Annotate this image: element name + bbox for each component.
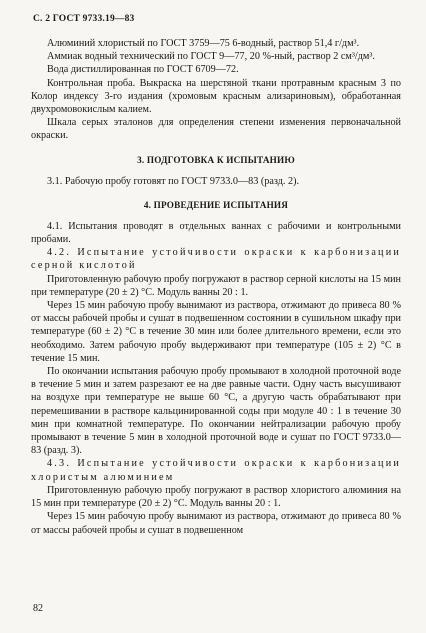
- section-4-heading: 4. ПРОВЕДЕНИЕ ИСПЫТАНИЯ: [143, 199, 289, 210]
- section-3-heading: 3. ПОДГОТОВКА К ИСПЫТАНИЮ: [137, 154, 295, 165]
- materials-item-grey-scale: Шкала серых эталонов для определения степени изменения первоначальной окраски.: [31, 117, 401, 142]
- section-4-3-paragraph-b: Через 15 мин рабочую пробу вынимают из раствора, отжимают до привеса 80 % от массы рабочей пробы и сушат в подвешенном: [31, 511, 401, 536]
- section-4-2-paragraph-a: Приготовленную рабочую пробу погружают в раствор серной кислоты на 15 мин при температуре (20 ± 2) °С. Модуль ванны 20 : 1.: [31, 273, 401, 298]
- section-4-paragraph-1: 4.1. Испытания проводят в отдельных ваннах с рабочими и контрольными пробами.: [31, 220, 401, 246]
- section-4-2-title: 4.2. Испытание устойчивости окраски к карбонизации серной кислотой: [31, 247, 401, 272]
- materials-item-distilled-water: Вода дистиллированная по ГОСТ 6709—72.: [47, 64, 239, 76]
- materials-item-aluminium-chloride: Алюминий хлористый по ГОСТ 3759—75 6-водный, раствор 51,4 г/дм³.: [47, 38, 360, 49]
- materials-item-control-sample: Контрольная проба. Выкраска на шерстяной ткани протравным красным 3 по Колор индексу 3-го издания (хромовым красным ализариновым), обработанная двухромовокислым калием.: [31, 77, 401, 116]
- section-4-3-paragraph-a: Приготовленную рабочую пробу погружают в раствор хлористого алюминия на 15 мин при температуре (20 ± 2) °С. Модуль ванны 20 : 1.: [31, 484, 401, 510]
- page-number: 82: [33, 603, 43, 614]
- section-4-2-paragraph-b: Через 15 мин рабочую пробу вынимают из раствора, отжимают до привеса 80 % от массы рабочей пробы и сушат в подвешенном состоянии в сушильном шкафу при температуре (60 ± 2) °С в течение 30 мин или более длительного времени, если это необходимо. Затем рабочую пробу выдерживают при температуре (105 ± 2) °С в течение 15 мин.: [31, 300, 401, 364]
- section-3-paragraph-1: 3.1. Рабочую пробу готовят по ГОСТ 9733.0—83 (разд. 2).: [47, 175, 300, 187]
- section-4-3-title: 4.3. Испытание устойчивости окраски к карбонизации хлористым алюминием: [31, 458, 401, 483]
- section-4-2-paragraph-c: По окончании испытания рабочую пробу промывают в холодной проточной воде в течение 5 мин и затем разрезают ее на две равные части. Одну часть высушивают на воздухе при температуре не выше 60 °С, а другую часть обрабатывают при перемешивании в растворе кальцинированной соды при модуле 40 : 1 в течение 30 мин при комнатной температуре. По окончании нейтрализации рабочую пробу промывают в течение 5 мин в холодной проточной воде и сушат по ГОСТ 9733.0—83 (разд. 3).: [31, 366, 401, 457]
- running-head: С. 2 ГОСТ 9733.19—83: [33, 14, 135, 24]
- materials-item-ammonia: Аммиак водный технический по ГОСТ 9—77, 20 %-ный, раствор 2 см³/дм³.: [47, 51, 375, 63]
- page-body: [31, 37, 401, 537]
